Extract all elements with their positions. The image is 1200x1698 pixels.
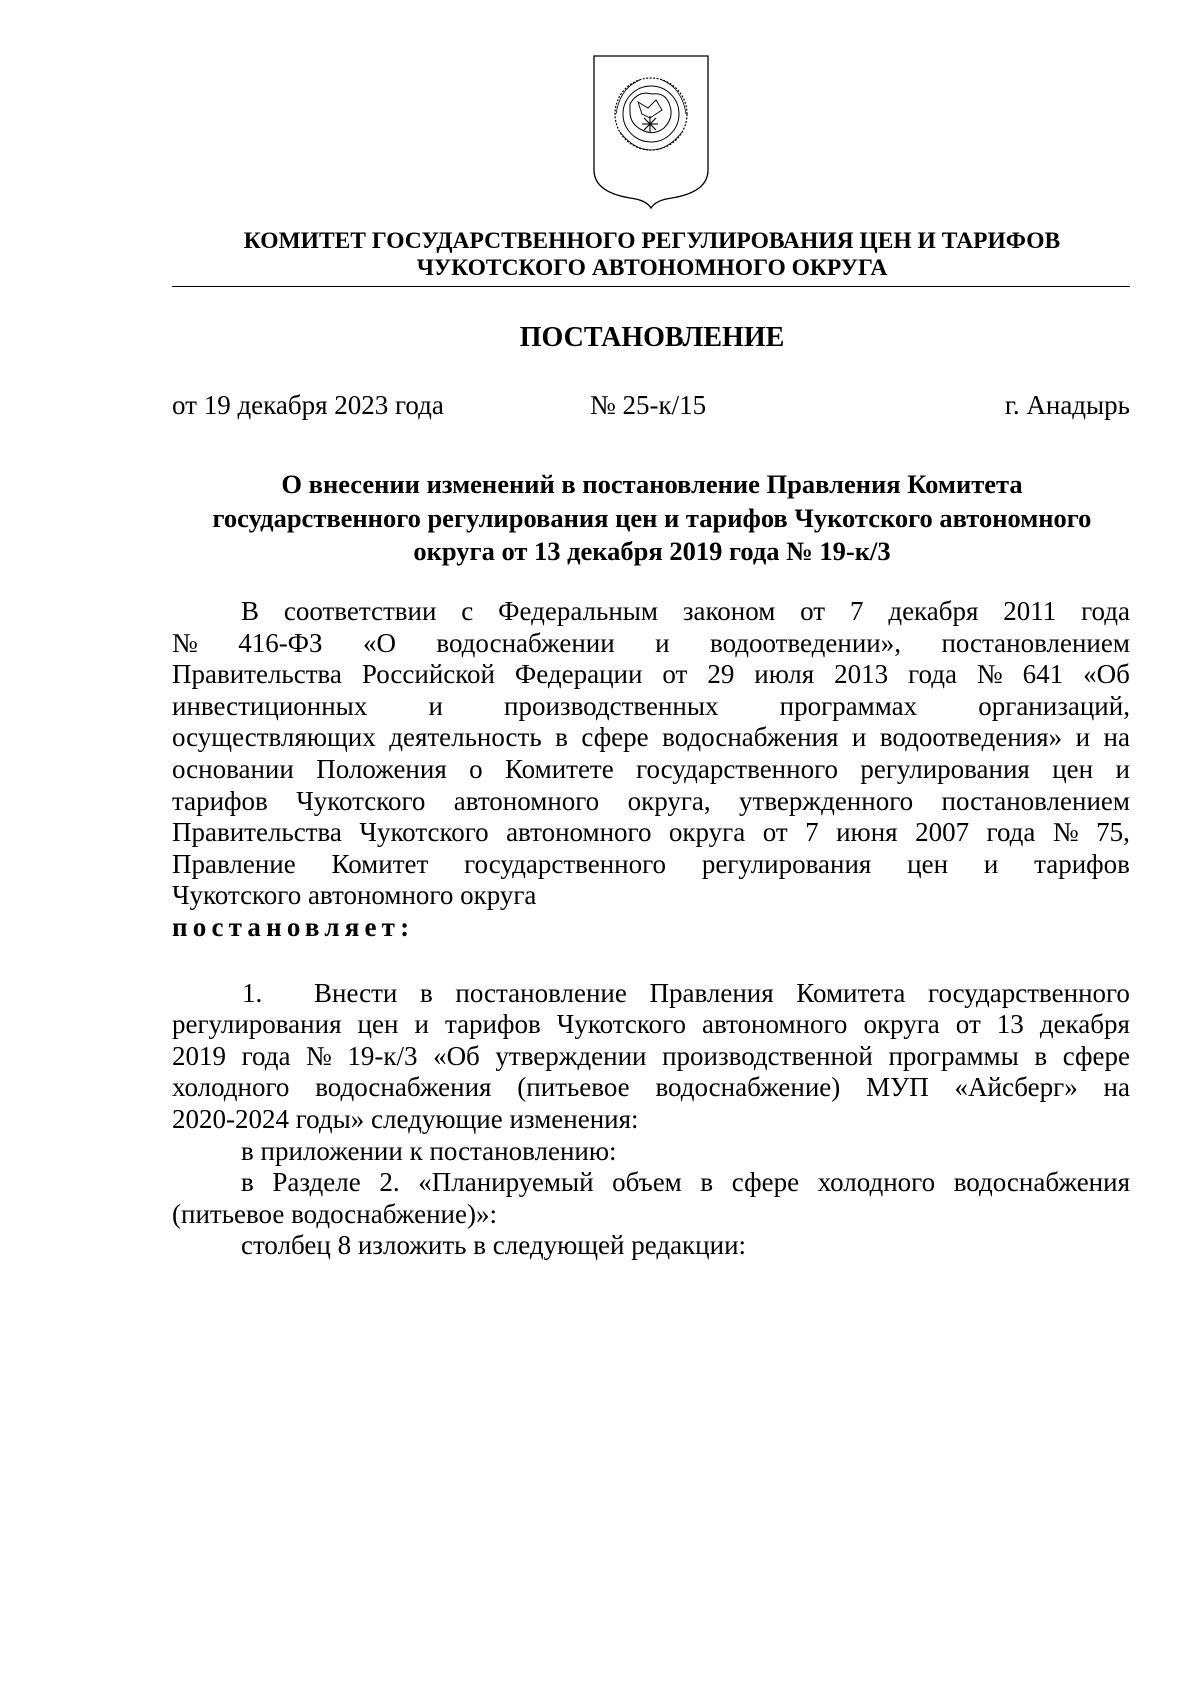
item1-line: 2020-2024 годы» следующие изменения: xyxy=(172,1103,639,1134)
item1-line: холодного водоснабжения (питьевое водоснабжение) МУП «Айсберг» на xyxy=(172,1072,1130,1103)
document-type-title: ПОСТАНОВЛЕНИЕ xyxy=(519,322,785,353)
item1-line: (питьевое водоснабжение)»: xyxy=(172,1198,497,1229)
subject-line: О внесении изменений в постановление Правления Комитета xyxy=(281,469,1023,499)
document-city: г. Анадырь xyxy=(1004,390,1130,420)
preamble-line: В соответствии с Федеральным законом от 7 декабря 2011 года xyxy=(241,596,1130,626)
subject-line: государственного регулирования цен и тарифов Чукотского автономного xyxy=(212,502,1092,533)
item1-line: в Разделе 2. «Планируемый объем в сфере холодного водоснабжения xyxy=(241,1167,1130,1198)
decree-word: постановляет: xyxy=(172,911,415,942)
committee-name-line1: КОМИТЕТ ГОСУДАРСТВЕННОГО РЕГУЛИРОВАНИЯ ЦЕН И ТАРИФОВ xyxy=(243,228,1061,254)
item1-line: в приложении к постановлению: xyxy=(241,1135,617,1166)
document-subject xyxy=(172,468,1132,569)
paragraph-gap xyxy=(172,944,1130,978)
preamble-line: основании Положения о Комитете государственного регулирования цен и xyxy=(172,753,1130,784)
document-number: № 25-к/15 xyxy=(590,390,707,420)
committee-name xyxy=(172,228,1132,282)
preamble-line: осуществляющих деятельность в сфере водоснабжения и водоотведения» и на xyxy=(172,722,1130,753)
header-divider xyxy=(172,286,1130,287)
subject-line: округа от 13 декабря 2019 года № 19-к/3 xyxy=(413,536,891,566)
document-body xyxy=(172,596,1130,1262)
item1-line: 2019 года № 19-к/3 «Об утверждении производственной программы в сфере xyxy=(172,1040,1130,1071)
preamble-line: инвестиционных и производственных программах организаций, xyxy=(172,690,1130,721)
document-meta-row xyxy=(172,388,1130,422)
item1-line: Внести в постановление Правления Комитета государственного xyxy=(314,977,1130,1008)
committee-name-line2: ЧУКОТСКОГО АВТОНОМНОГО ОКРУГА xyxy=(416,255,888,281)
item1-line: регулирования цен и тарифов Чукотского автономного округа от 13 декабря xyxy=(172,1009,1130,1040)
preamble-line: Правительства Чукотского автономного округа от 7 июня 2007 года № 75, xyxy=(172,817,1130,848)
preamble-line: Правление Комитет государственного регулирования цен и тарифов xyxy=(172,848,1130,879)
coat-of-arms-emblem xyxy=(590,52,712,210)
coat-of-arms-icon xyxy=(590,52,712,210)
item-number: 1. xyxy=(242,977,263,1008)
preamble-line: № 416-ФЗ «О водоснабжении и водоотведении», постановлением xyxy=(172,627,1130,658)
item1-first-line xyxy=(172,978,1130,1010)
preamble-line: Правительства Российской Федерации от 29 июля 2013 года № 641 «Об xyxy=(172,659,1130,690)
preamble-line: Чукотского автономного округа xyxy=(172,880,537,911)
document-date: от 19 декабря 2023 года xyxy=(172,390,444,420)
preamble-line: тарифов Чукотского автономного округа, утвержденного постановлением xyxy=(172,785,1130,816)
item1-line: столбец 8 изложить в следующей редакции: xyxy=(241,1230,747,1261)
